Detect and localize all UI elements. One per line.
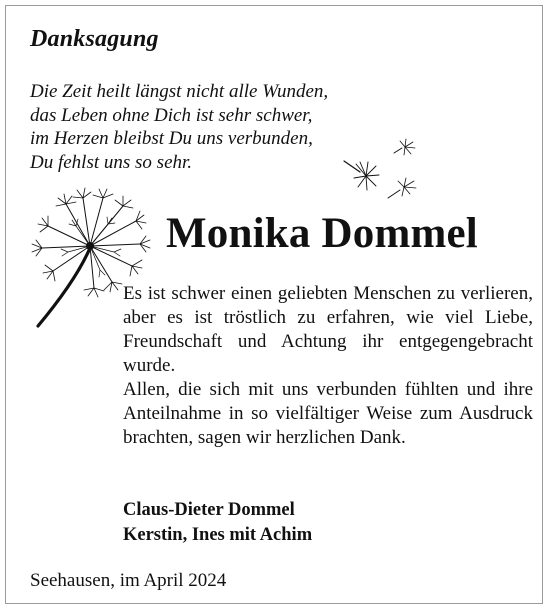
- deceased-name: Monika Dommel: [166, 210, 478, 257]
- poem-line: das Leben ohne Dich ist sehr schwer,: [30, 104, 313, 126]
- poem: [30, 80, 328, 174]
- seed-icon: [344, 161, 379, 190]
- seed-icon: [394, 139, 415, 155]
- poem-line: im Herzen bleibst Du uns verbunden,: [30, 128, 313, 149]
- thank-you-message: [123, 282, 533, 450]
- signer-name: Claus-Dieter Dommel: [123, 500, 295, 520]
- flying-seeds-illustration: [336, 136, 426, 206]
- poem-line: Die Zeit heilt längst nicht alle Wunden,: [30, 81, 329, 102]
- message-paragraph: Allen, die sich mit uns verbunden fühlten und ihre Anteilnahme in so vielfältiger Weise zum Ausdruck brachten, sagen wir herzlichen Dank.: [123, 379, 533, 448]
- place-and-date: Seehausen, im April 2024: [30, 570, 227, 591]
- poem-line: Du fehlst uns so sehr.: [30, 151, 193, 173]
- obituary-notice: [5, 5, 543, 604]
- notice-heading: Danksagung: [30, 26, 159, 52]
- signers: [123, 498, 312, 548]
- seed-icon: [388, 178, 416, 198]
- message-paragraph: Es ist schwer einen geliebten Menschen zu verlieren, aber es ist tröstlich zu erfahren, wie viel Liebe, Freundschaft und Achtung ihr entgegengebracht wurde.: [123, 283, 533, 376]
- signer-name: Kerstin, Ines mit Achim: [123, 525, 313, 545]
